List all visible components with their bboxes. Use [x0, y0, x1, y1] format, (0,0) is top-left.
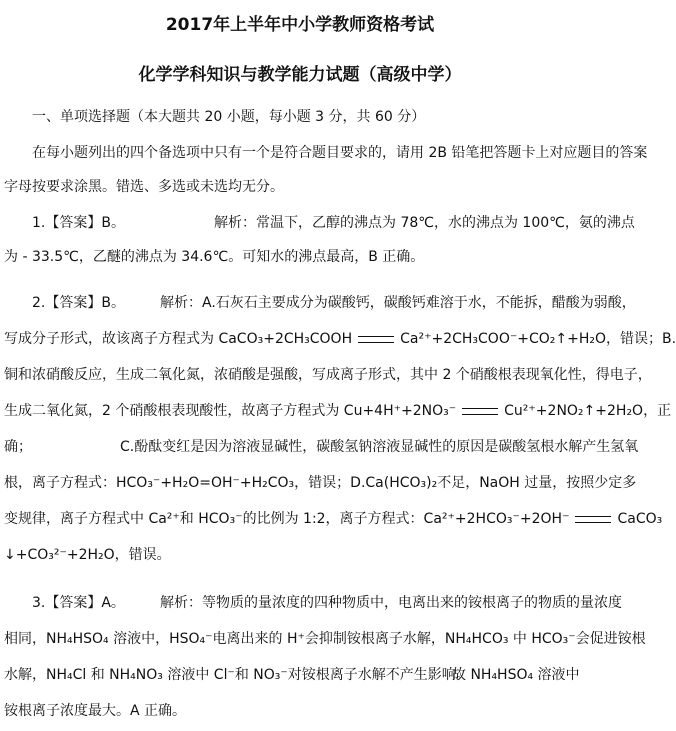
q3-explanation-line-1: 解析：等物质的量浓度的四种物质中，电离出来的铵根离子的物质的量浓度 [160, 595, 622, 611]
q2-answer-label: 2.【答案】B。 [32, 295, 125, 311]
q2-text-2a: 写成分子形式，故该离子方程式为 CaCO₃+2CH₃COOH [4, 331, 353, 347]
q3-answer-label: 3.【答案】A。 [32, 595, 125, 611]
instruction-line-2: 字母按要求涂黑。错选、多选或未选均无分。 [4, 179, 284, 195]
q2-text-2b: Ca²⁺+2CH₃COO⁻+CO₂↑+H₂O，错误；B. [400, 331, 676, 347]
q1-explanation-line-2: 为 - 33.5℃，乙醚的沸点为 34.6℃。可知水的沸点最高，B 正确。 [4, 249, 425, 265]
q2-equation-line-3 [4, 510, 662, 528]
q2-text-4a: 生成二氧化氮，2 个硝酸根表现酸性，故离子方程式为 Cu+4H⁺+2NO₃⁻ [4, 403, 457, 419]
q3-explanation-line-4: 故 NH₄HSO₄ 溶液中 [452, 667, 580, 683]
exam-subtitle: 化学学科知识与教学能力试题（高级中学） [138, 65, 462, 85]
q3-explanation-line-2: 相同，NH₄HSO₄ 溶液中，HSO₄⁻电离出来的 H⁺会抑制铵根离子水解，NH₄HCO₃ 中 HCO₃⁻会促进铵根 [4, 631, 646, 647]
q2-text-correct: 确； [4, 439, 32, 455]
q2-explanation-line-8: ↓+CO₃²⁻+2H₂O，错误。 [4, 547, 171, 563]
q2-equation-line [4, 330, 676, 348]
q3-explanation-line-5: 铵根离子浓度最大。A 正确。 [4, 703, 187, 719]
exam-title: 2017年上半年中小学教师资格考试 [165, 15, 435, 35]
q2-text-9b: CaCO₃ [617, 511, 663, 527]
instruction-line-1: 在每小题列出的四个备选项中只有一个是符合题目要求的，请用 2B 铅笔把答题卡上对应题目的答案 [32, 145, 648, 161]
q2-explanation-line-3: 铜和浓硝酸反应，生成二氧化氮，浓硝酸是强酸，写成离子形式，其中 2 个硝酸根表现氧化性，得电子， [4, 367, 652, 383]
equals-sign-icon [575, 516, 611, 523]
equals-sign-icon [462, 408, 498, 415]
q1-explanation-line-1: 解析：常温下，乙醇的沸点为 78℃，水的沸点为 100℃，氨的沸点 [214, 215, 635, 231]
q2-text-9a: 变规律，离子方程式中 Ca²⁺和 HCO₃⁻的比例为 1:2，离子方程式：Ca²⁺+2HCO₃⁻+2OH⁻ [4, 511, 570, 527]
q2-explanation-line-6: 根，离子方程式：HCO₃⁻+H₂O=OH⁻+H₂CO₃，错误；D.Ca(HCO₃)₂不足，NaOH 过量，按照少定多 [4, 475, 637, 491]
q1-answer-label: 1.【答案】B。 [32, 215, 125, 231]
equals-sign-icon [358, 336, 394, 343]
q2-explanation-line-5: C.酚酞变红是因为溶液显碱性，碳酸氢钠溶液显碱性的原因是碳酸氢根水解产生氢氧 [120, 439, 639, 455]
q2-explanation-line-1: 解析：A.石灰石主要成分为碳酸钙，碳酸钙难溶于水，不能拆，醋酸为弱酸， [160, 295, 636, 311]
q2-text-4b: Cu²⁺+2NO₂↑+2H₂O，正 [504, 403, 672, 419]
section-heading: 一、单项选择题（本大题共 20 小题，每小题 3 分，共 60 分） [32, 109, 426, 125]
q2-equation-line-2 [4, 402, 671, 420]
q3-explanation-line-3: 水解，NH₄Cl 和 NH₄NO₃ 溶液中 Cl⁻和 NO₃⁻对铵根离子水解不产生影响。 [4, 667, 470, 683]
